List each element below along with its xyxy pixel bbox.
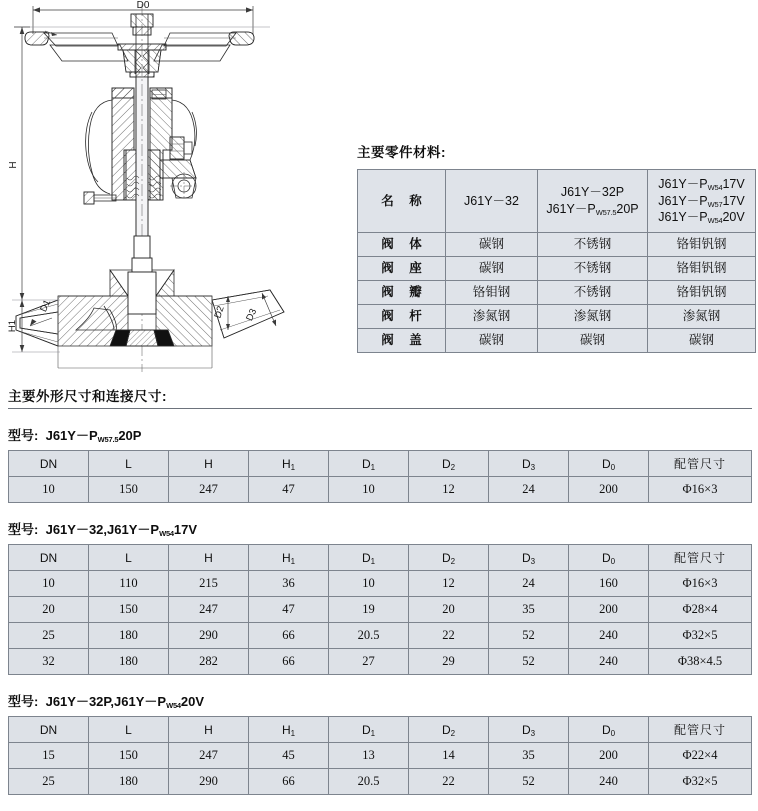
material-header-name: 名 称	[358, 170, 446, 233]
cell-h: 290	[169, 769, 249, 795]
cell-h1: 66	[249, 769, 329, 795]
model-prefix: 型号:	[8, 522, 39, 537]
dimension-label-d1: D1	[38, 298, 54, 314]
table-row	[358, 305, 756, 329]
col-header-dn: DN	[9, 451, 89, 477]
col-header-dn: DN	[9, 717, 89, 743]
cell-dn: 32	[9, 649, 89, 675]
dimension-label-h: H	[8, 161, 19, 169]
dimension-label-d0: D0	[136, 0, 150, 11]
cell-d3: 35	[489, 597, 569, 623]
col-header-h: H	[169, 717, 249, 743]
material-cell: 不锈钢	[538, 257, 648, 281]
dimension-table-2	[8, 544, 752, 675]
cell-d2: 12	[409, 477, 489, 503]
dimension-header-row	[9, 451, 752, 477]
cell-h: 290	[169, 623, 249, 649]
cell-h: 247	[169, 743, 249, 769]
cell-dn: 20	[9, 597, 89, 623]
cell-d0: 160	[569, 571, 649, 597]
col-header-pipe-size: 配管尺寸	[649, 545, 752, 571]
cell-l: 110	[89, 571, 169, 597]
material-row-name: 阀 杆	[358, 305, 446, 329]
material-cell: 铬钼钢	[446, 281, 538, 305]
cell-pipe-size: Φ32×5	[649, 769, 752, 795]
material-header-col1	[446, 170, 538, 233]
model-j61y-pw54-20v: $J61Y-P_{W54}20V$	[658, 210, 745, 226]
cell-d0: 200	[569, 477, 649, 503]
cell-l: 180	[89, 769, 169, 795]
material-cell: 渗氮钢	[648, 305, 756, 329]
dimension-table-3	[8, 716, 752, 795]
cell-dn: 10	[9, 571, 89, 597]
table-row	[9, 571, 752, 597]
table-row	[9, 623, 752, 649]
table-row	[358, 281, 756, 305]
material-cell: 渗氮钢	[538, 305, 648, 329]
model-label-2	[8, 519, 752, 538]
cell-d3: 52	[489, 623, 569, 649]
dimension-section-heading: 主要外形尺寸和连接尺寸:	[8, 389, 167, 404]
model-value-2: $J61Y-32,J61Y-P_{W54}17V$	[45, 522, 198, 538]
col-header-h1: $H_1$	[249, 451, 329, 477]
material-cell: 铬钼钒钢	[648, 281, 756, 305]
cell-d1: 19	[329, 597, 409, 623]
cell-pipe-size: Φ32×5	[649, 623, 752, 649]
model-value-1: $J61Y-P_{W57.5}20P$	[45, 428, 142, 444]
cell-d1: 13	[329, 743, 409, 769]
cell-l: 180	[89, 623, 169, 649]
cell-d2: 20	[409, 597, 489, 623]
dimension-header-row	[9, 717, 752, 743]
material-cell: 碳钢	[446, 257, 538, 281]
col-header-d1: $D_1$	[329, 545, 409, 571]
cell-d2: 22	[409, 623, 489, 649]
material-cell: 碳钢	[648, 329, 756, 353]
col-header-h: H	[169, 545, 249, 571]
table-row	[9, 743, 752, 769]
cell-d3: 24	[489, 571, 569, 597]
cell-d1: 20.5	[329, 623, 409, 649]
cell-d1: 10	[329, 477, 409, 503]
material-row-name: 阀 盖	[358, 329, 446, 353]
model-j61y-pw575-20p: $J61Y-P_{W57.5}20P$	[546, 202, 639, 217]
dimension-header-row	[9, 545, 752, 571]
cell-d3: 52	[489, 769, 569, 795]
valve-cross-section-drawing	[0, 0, 340, 380]
cell-d3: 52	[489, 649, 569, 675]
col-header-h1: $H_1$	[249, 545, 329, 571]
material-cell: 铬钼钒钢	[648, 257, 756, 281]
table-row	[358, 233, 756, 257]
gland-bolt-left	[84, 192, 116, 204]
dimension-section	[8, 385, 752, 811]
cell-l: 150	[89, 743, 169, 769]
table-row	[9, 649, 752, 675]
cell-h: 247	[169, 597, 249, 623]
handwheel	[25, 14, 254, 77]
cell-pipe-size: Φ28×4	[649, 597, 752, 623]
cell-h1: 66	[249, 649, 329, 675]
model-prefix: 型号:	[8, 694, 39, 709]
side-lug	[160, 160, 198, 200]
col-header-d1: $D_1$	[329, 717, 409, 743]
cell-h: 215	[169, 571, 249, 597]
cell-d2: 22	[409, 769, 489, 795]
cell-d0: 200	[569, 597, 649, 623]
cell-d0: 240	[569, 769, 649, 795]
cell-h1: 45	[249, 743, 329, 769]
material-header-col2	[538, 170, 648, 233]
cell-l: 150	[89, 477, 169, 503]
material-cell: 不锈钢	[538, 233, 648, 257]
cell-d2: 29	[409, 649, 489, 675]
cell-d2: 12	[409, 571, 489, 597]
table-row	[358, 257, 756, 281]
cell-dn: 15	[9, 743, 89, 769]
section-divider	[8, 408, 752, 409]
cell-pipe-size: Φ16×3	[649, 571, 752, 597]
cell-dn: 10	[9, 477, 89, 503]
cell-h1: 36	[249, 571, 329, 597]
model-j61y-32p: J61Y－32P	[560, 185, 625, 200]
material-cell: 碳钢	[446, 329, 538, 353]
col-header-l: L	[89, 545, 169, 571]
col-header-d1: $D_1$	[329, 451, 409, 477]
material-header-col3	[648, 170, 756, 233]
material-row-name: 阀 体	[358, 233, 446, 257]
model-j61y-pw54-17v: $J61Y-P_{W54}17V$	[658, 176, 745, 192]
dimension-label-d2: D2	[212, 304, 227, 320]
cell-d3: 35	[489, 743, 569, 769]
cell-d0: 240	[569, 623, 649, 649]
model-label-3	[8, 691, 752, 710]
material-cell: 碳钢	[538, 329, 648, 353]
col-header-h1: $H_1$	[249, 717, 329, 743]
col-header-l: L	[89, 717, 169, 743]
col-header-d2: $D_2$	[409, 545, 489, 571]
col-header-d2: $D_2$	[409, 451, 489, 477]
col-header-d0: $D_0$	[569, 545, 649, 571]
material-cell: 铬钼钒钢	[648, 233, 756, 257]
model-prefix: 型号:	[8, 428, 39, 443]
cell-d1: 10	[329, 571, 409, 597]
cell-pipe-size: Φ38×4.5	[649, 649, 752, 675]
col-header-pipe-size: 配管尺寸	[649, 451, 752, 477]
col-header-h: H	[169, 451, 249, 477]
col-header-d3: $D_3$	[489, 451, 569, 477]
cell-h: 282	[169, 649, 249, 675]
col-header-d2: $D_2$	[409, 717, 489, 743]
cell-d1: 27	[329, 649, 409, 675]
table-row	[9, 477, 752, 503]
cell-d2: 14	[409, 743, 489, 769]
col-header-d0: $D_0$	[569, 451, 649, 477]
dimension-label-h1: H1	[7, 319, 18, 333]
material-cell: 碳钢	[446, 233, 538, 257]
col-header-pipe-size: 配管尺寸	[649, 717, 752, 743]
material-table-title: 主要零件材料:	[357, 145, 446, 160]
col-header-dn: DN	[9, 545, 89, 571]
material-cell: 渗氮钢	[446, 305, 538, 329]
table-row	[9, 597, 752, 623]
material-section	[357, 141, 755, 353]
dimension-table-1	[8, 450, 752, 503]
cell-d3: 24	[489, 477, 569, 503]
material-table-header-row	[358, 170, 756, 233]
model-j61y-32: J61Y－32	[464, 193, 519, 208]
dimension-label-d3: D3	[244, 307, 260, 323]
cell-h1: 47	[249, 477, 329, 503]
cell-h: 247	[169, 477, 249, 503]
col-header-l: L	[89, 451, 169, 477]
material-row-name: 阀 瓣	[358, 281, 446, 305]
model-value-3: $J61Y-32P,J61Y-P_{W54}20V$	[45, 694, 205, 710]
cell-h1: 66	[249, 623, 329, 649]
material-table	[357, 169, 756, 353]
model-label-1	[8, 425, 752, 444]
model-j61y-pw57-17v: $J61Y-P_{W57}17V$	[658, 193, 745, 209]
cell-l: 150	[89, 597, 169, 623]
table-row	[9, 769, 752, 795]
gland-bolt-right	[170, 137, 192, 159]
cell-h1: 47	[249, 597, 329, 623]
col-header-d3: $D_3$	[489, 717, 569, 743]
cell-l: 180	[89, 649, 169, 675]
col-header-d0: $D_0$	[569, 717, 649, 743]
table-row	[358, 329, 756, 353]
cell-pipe-size: Φ22×4	[649, 743, 752, 769]
cell-d0: 240	[569, 649, 649, 675]
cell-dn: 25	[9, 769, 89, 795]
cell-dn: 25	[9, 623, 89, 649]
material-row-name: 阀 座	[358, 257, 446, 281]
col-header-d3: $D_3$	[489, 545, 569, 571]
cell-d1: 20.5	[329, 769, 409, 795]
material-cell: 不锈钢	[538, 281, 648, 305]
cell-pipe-size: Φ16×3	[649, 477, 752, 503]
valve-body	[16, 236, 284, 368]
cell-d0: 200	[569, 743, 649, 769]
